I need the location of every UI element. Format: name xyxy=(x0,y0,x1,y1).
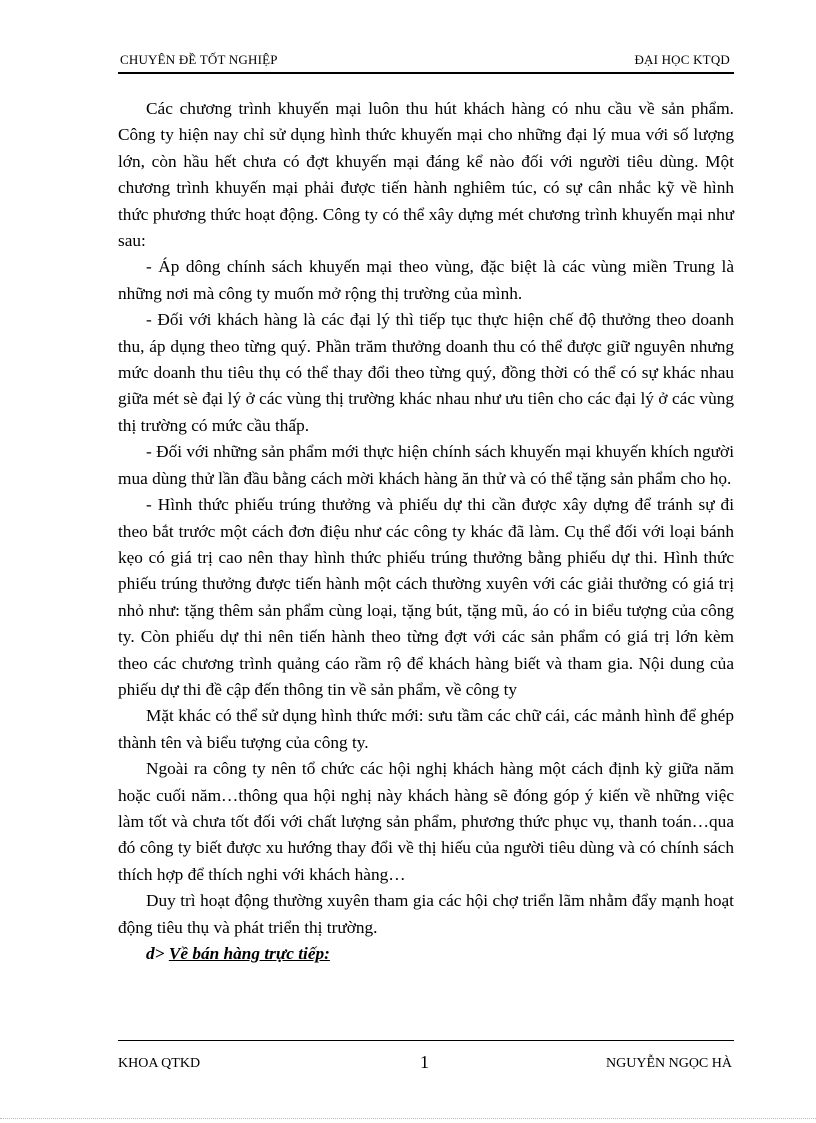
section-heading-text: Về bán hàng trực tiếp: xyxy=(168,944,330,963)
paragraph: Ngoài ra công ty nên tổ chức các hội nghị khách hàng một cách định kỳ giữa năm hoặc cuối năm…thông qua hội nghị này khách hàng sẽ đóng góp ý kiến về những việc làm tốt và chưa tốt đối với chất lượng sản phẩm, phương thức phục vụ, thanh toán…qua đó công ty biết được xu hướng thay đổi về thị hiếu của người tiêu dùng và có chính sách thích hợp để thích nghi với khách hàng… xyxy=(118,759,734,884)
page-break-line xyxy=(0,1118,816,1119)
document-body xyxy=(118,96,734,967)
header-right: ĐẠI HỌC KTQD xyxy=(634,52,730,67)
page-footer xyxy=(118,1040,734,1073)
footer-right: NGUYỄN NGỌC HÀ xyxy=(606,1056,732,1071)
paragraph: Mặt khác có thể sử dụng hình thức mới: sưu tầm các chữ cái, các mảnh hình để ghép thành tên và biểu tượng của công ty. xyxy=(118,706,734,752)
footer-left: KHOA QTKD xyxy=(118,1056,201,1071)
header-left: CHUYÊN ĐỀ TỐT NGHIỆP xyxy=(120,52,278,67)
paragraph: Duy trì hoạt động thường xuyên tham gia các hội chợ triển lãm nhằm đẩy mạnh hoạt động tiêu thụ và phát triển thị trường. xyxy=(118,891,734,937)
paragraph: - Hình thức phiếu trúng thưởng và phiếu dự thi cần được xây dựng để tránh sự đi theo bắt trước một cách đơn điệu như các công ty khác đã làm. Cụ thể đối với loại bánh kẹo có giá trị cao nên thay hình thức phiếu trúng thưởng bằng phiếu dự thi. Hình thức phiếu trúng thưởng được tiến hành một cách thường xuyên với các giải thưởng có giá trị nhỏ như: tặng thêm sản phẩm cùng loại, tặng bút, tặng mũ, áo có in biểu tượng của công ty. Còn phiếu dự thi nên tiến hành theo từng đợt với các sản phẩm có giá trị lớn kèm theo các chương trình quảng cáo rầm rộ để khách hàng biết và tham gia. Nội dung của phiếu dự thi đề cập đến thông tin về sản phẩm, về công ty xyxy=(118,495,734,699)
paragraph: - Đối với những sản phẩm mới thực hiện chính sách khuyến mại khuyến khích người mua dùng thử lần đầu bằng cách mời khách hàng ăn thử và có thể tặng sản phẩm cho họ. xyxy=(118,442,734,488)
page-header xyxy=(118,50,734,74)
paragraph: Các chương trình khuyến mại luôn thu hút khách hàng có nhu cầu về sản phẩm. Công ty hiện nay chỉ sử dụng hình thức khuyến mại cho những đại lý mua với số lượng lớn, còn hầu hết chưa có đợt khuyến mại đáng kể nào đối với người tiêu dùng. Một chương trình khuyến mại phải được tiến hành nghiêm túc, có sự cân nhắc kỹ về hình thức phương thức hoạt động. Công ty có thể xây dựng mét chương trình khuyến mại như sau: xyxy=(118,99,734,251)
paragraph: - Áp dông chính sách khuyến mại theo vùng, đặc biệt là các vùng miền Trung là những nơi mà công ty muốn mở rộng thị trường của mình. xyxy=(118,257,734,303)
page-number: 1 xyxy=(420,1052,429,1072)
section-heading-prefix: d> xyxy=(146,944,165,963)
paragraph: - Đối với khách hàng là các đại lý thì tiếp tục thực hiện chế độ thưởng theo doanh thu, áp dụng theo từng quý. Phần trăm thưởng doanh thu có thể được giữ nguyên nhưng mức doanh thu tiêu thụ có thể thay đổi theo từng quý, đồng thời có thể có sự khác nhau giữa mét sè đại lý ở các vùng thị trường khác nhau như ưu tiên cho các đại lý ở các vùng thị trường có mức cầu thấp. xyxy=(118,310,734,435)
section-heading xyxy=(118,941,734,967)
